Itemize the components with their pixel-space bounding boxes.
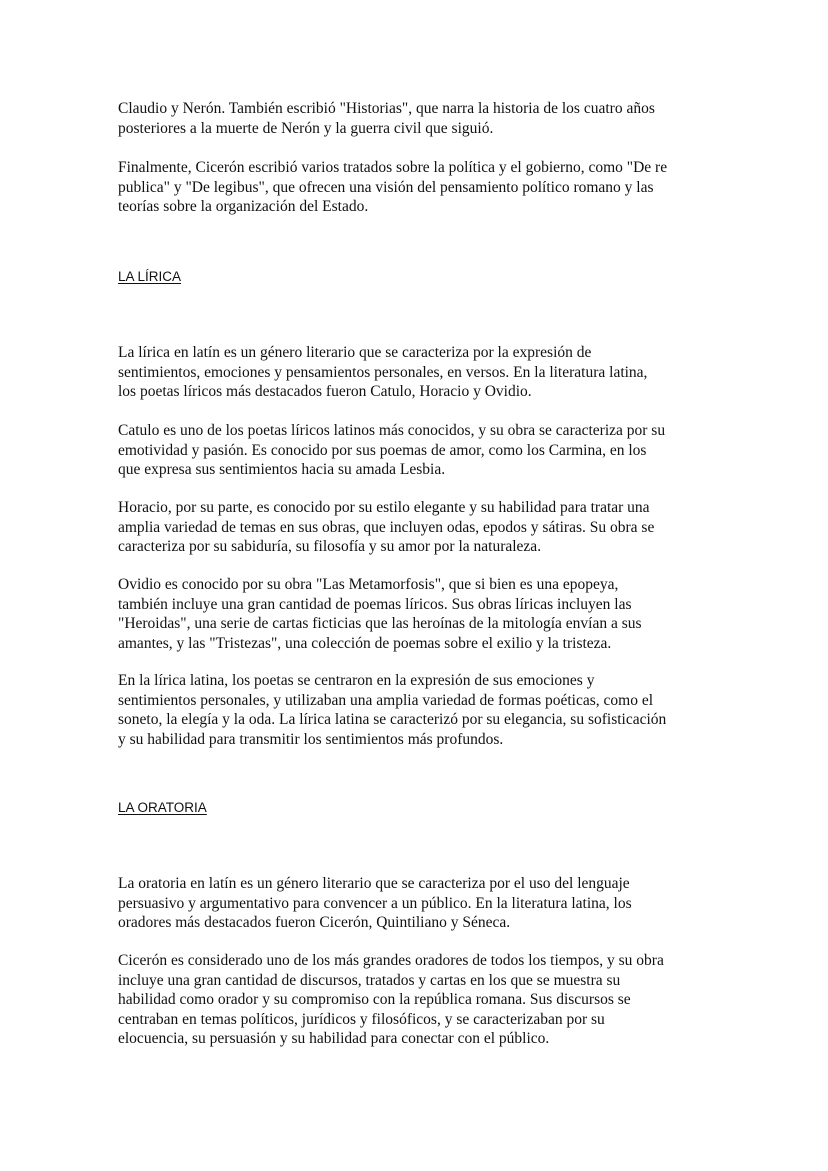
lirica-paragraph: La lírica en latín es un género literario que se caracteriza por la expresión de sentimientos, emociones y pensamientos personales, en versos. En la literatura latina, los poetas líricos más destacados fueron Catulo, Horacio y Ovidio. bbox=[118, 344, 648, 401]
oratoria-paragraph: Cicerón es considerado uno de los más grandes oradores de todos los tiempos, y su obra incluye una gran cantidad de discursos, tratados y cartas en los que se muestra su habilidad como orador y su compromiso con la república romana. Sus discursos se centraban en temas políticos, jurídicos y filosóficos, y se caracterizaban por su elocuencia, su persuasión y su habilidad para conectar con el público. bbox=[118, 952, 664, 1048]
oratoria-paragraph: La oratoria en latín es un género literario que se caracteriza por el uso del lenguaje persuasivo y argumentativo para convencer a un público. En la literatura latina, los oradores más destacados fueron Cicerón, Quintiliano y Séneca. bbox=[118, 875, 632, 932]
lirica-paragraph: Catulo es uno de los poetas líricos latinos más conocidos, y su obra se caracteriza por su emotividad y pasión. Es conocido por sus poemas de amor, como los Carmina, en los que expresa sus sentimientos hacia su amada Lesbia. bbox=[118, 422, 666, 479]
intro-paragraph: Finalmente, Cicerón escribió varios tratados sobre la política y el gobierno, como "De re publica" y "De legibus", que ofrecen una visión del pensamiento político romano y las teorías sobre la organización del Estado. bbox=[118, 159, 668, 216]
lirica-paragraph: Horacio, por su parte, es conocido por su estilo elegante y su habilidad para tratar una amplia variedad de temas en sus obras, que incluyen odas, epodos y sátiras. Su obra se caracteriza por su sabiduría, su filosofía y su amor por la naturaleza. bbox=[118, 499, 655, 556]
intro-paragraph: Claudio y Nerón. También escribió "Historias", que narra la historia de los cuatro años posteriores a la muerte de Nerón y la guerra civil que siguió. bbox=[118, 100, 655, 137]
lirica-paragraph: En la lírica latina, los poetas se centraron en la expresión de sus emociones y sentimientos personales, y utilizaban una amplia variedad de formas poéticas, como el soneto, la elegía y la oda. La lírica latina se caracterizó por su elegancia, su sofisticación y su habilidad para transmitir los sentimientos más profundos. bbox=[118, 672, 667, 748]
lirica-paragraph: Ovidio es conocido por su obra "Las Metamorfosis", que si bien es una epopeya, también incluye una gran cantidad de poemas líricos. Sus obras líricas incluyen las "Heroidas", una serie de cartas ficticias que las heroínas de la mitología envían a sus amantes, y las "Tristezas", una colección de poemas sobre el exilio y la tristeza. bbox=[118, 576, 642, 652]
section-heading-lirica: LA LÍRICA bbox=[118, 269, 182, 284]
section-heading-oratoria: LA ORATORIA bbox=[118, 800, 207, 815]
